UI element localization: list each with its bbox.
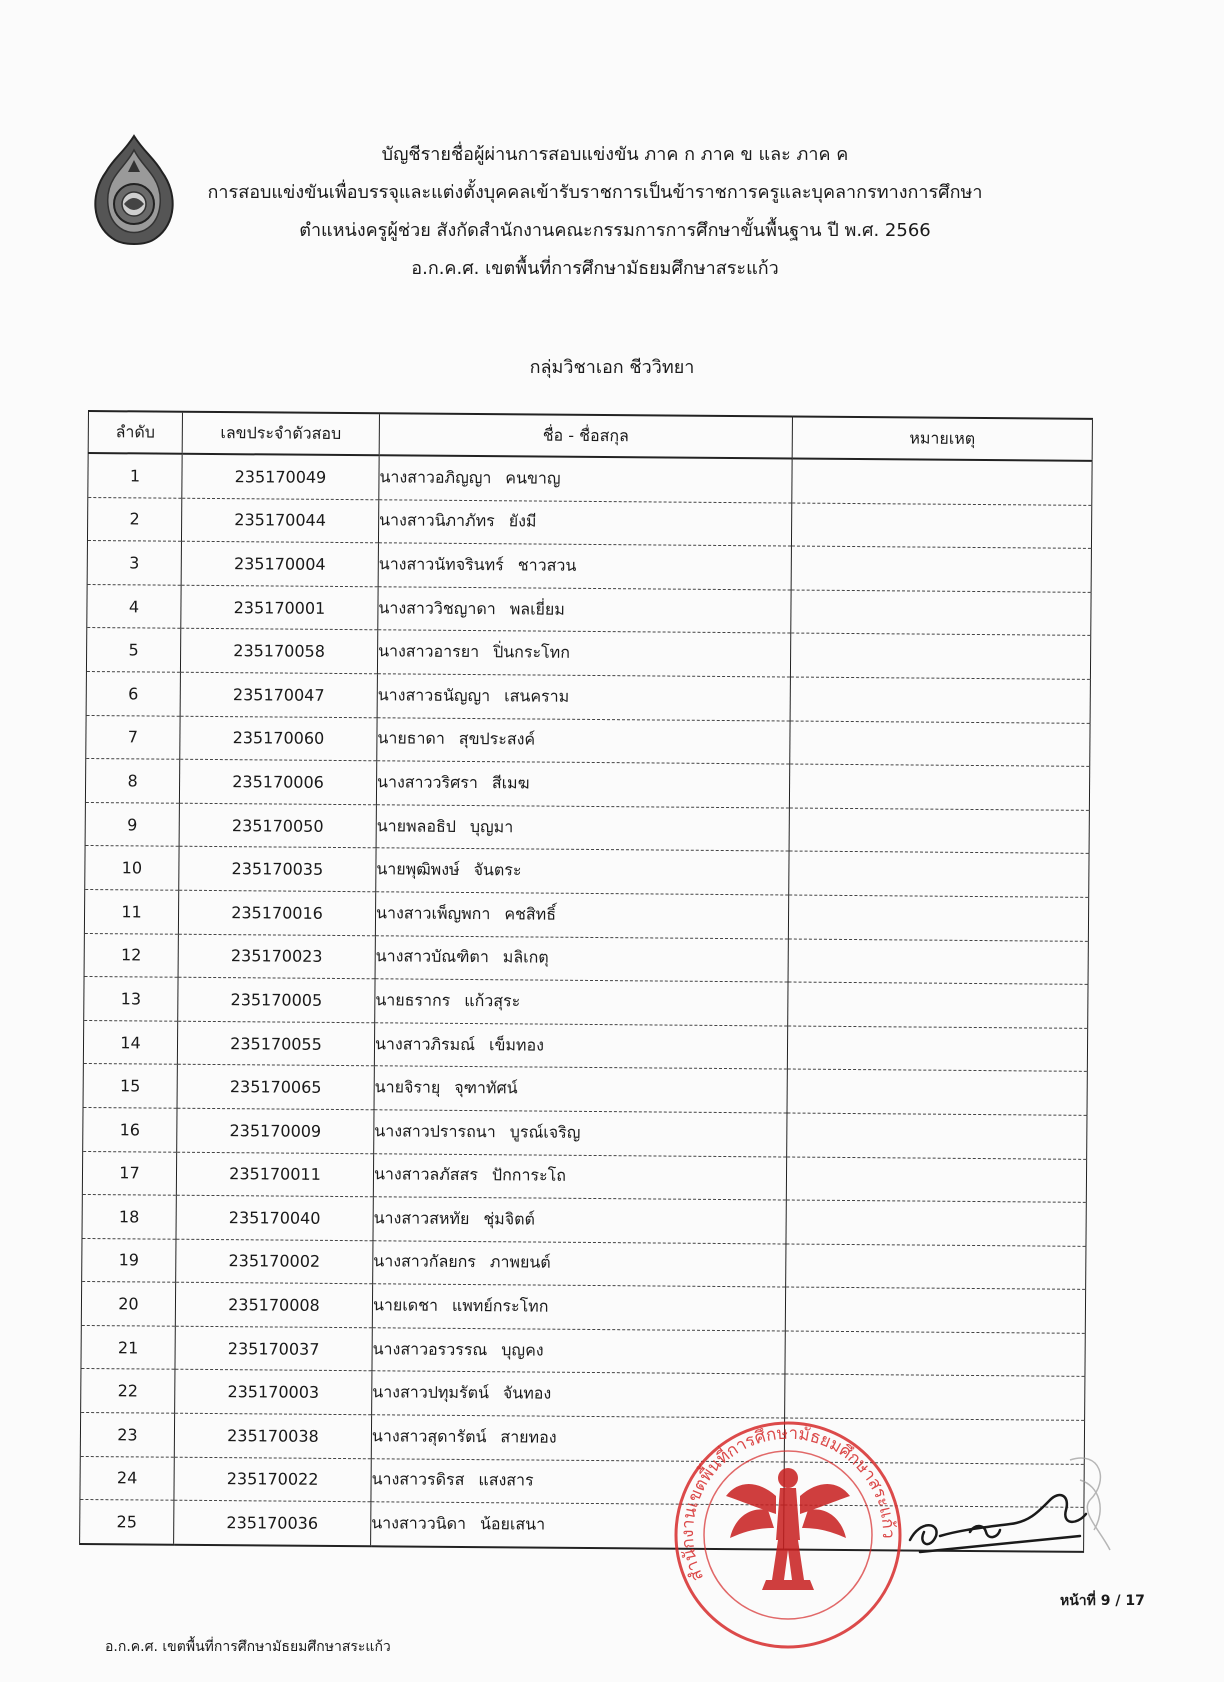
first-name: นางสาวปทุมรัตน์ <box>372 1382 490 1403</box>
exam-id: 235170037 <box>175 1326 372 1371</box>
full-name <box>378 587 791 634</box>
full-name <box>376 848 789 895</box>
surname: เสนคราม <box>504 686 570 706</box>
full-name <box>374 1066 787 1113</box>
surname: แสงสาร <box>478 1470 534 1490</box>
roster-table <box>79 410 1093 1553</box>
table-row <box>82 1238 1086 1289</box>
full-name <box>377 630 790 677</box>
first-name: นายจิรายุ <box>374 1077 441 1097</box>
remark <box>791 590 1091 636</box>
exam-id: 235170023 <box>178 934 375 979</box>
exam-id: 235170004 <box>181 541 378 586</box>
full-name <box>377 717 790 764</box>
row-number: 16 <box>83 1107 177 1151</box>
exam-id: 235170047 <box>180 672 377 717</box>
first-name: นางสาวอารยา <box>378 641 480 662</box>
surname: บุญมา <box>469 816 514 836</box>
row-number: 9 <box>85 802 179 846</box>
surname: สีเมฆ <box>491 773 530 793</box>
surname: คชสิทธิ์ <box>504 904 557 924</box>
first-name: นางสาวลภัสสร <box>373 1164 479 1185</box>
surname: สายทอง <box>500 1427 557 1447</box>
signature-icon <box>900 1440 1140 1590</box>
row-number: 25 <box>80 1500 174 1545</box>
surname: แพทย์กระโทก <box>451 1295 549 1316</box>
table-row <box>81 1282 1085 1333</box>
first-name: นางสาวปรารถนา <box>374 1120 496 1141</box>
surname: จันทอง <box>502 1383 552 1403</box>
table-row <box>84 889 1088 940</box>
first-name: นายเดชา <box>372 1295 439 1315</box>
row-number: 15 <box>83 1064 177 1108</box>
first-name: นายพุฒิพงษ์ <box>376 859 460 880</box>
surname: ปิ่นกระโทก <box>493 642 570 662</box>
exam-id: 235170060 <box>180 716 377 761</box>
surname: เข็มทอง <box>488 1034 545 1055</box>
header-line-2: การสอบแข่งขันเพื่อบรรจุและแต่งตั้งบุคคลเข้ารับราชการเป็นข้าราชการครูและบุคลากรทางการศึกษา <box>207 182 983 203</box>
full-name <box>376 761 789 808</box>
header-line-1: บัญชีรายชื่อผู้ผ่านการสอบแข่งขัน ภาค ก ภาค ข และ ภาค ค <box>381 144 849 165</box>
table-row <box>85 759 1089 810</box>
header-id: เลขประจำตัวสอบ <box>182 412 379 456</box>
exam-id: 235170008 <box>175 1282 372 1327</box>
table-row <box>82 1195 1086 1246</box>
full-name <box>377 674 790 721</box>
surname: บูรณ์เจริญ <box>509 1122 581 1142</box>
row-number: 14 <box>83 1020 177 1064</box>
table-row <box>87 584 1091 635</box>
full-name <box>372 1284 785 1331</box>
remark <box>787 1113 1087 1159</box>
full-name <box>373 1197 786 1244</box>
table-row <box>84 977 1088 1028</box>
table-row <box>87 497 1091 548</box>
table-row <box>83 1064 1087 1115</box>
table-row <box>83 1020 1087 1071</box>
first-name: นางสาวธนัญญา <box>377 685 491 705</box>
surname: น้อยเสนา <box>479 1514 546 1534</box>
first-name: นางสาวสหทัย <box>373 1208 470 1228</box>
remark <box>786 1157 1086 1203</box>
row-number: 5 <box>86 628 180 672</box>
footer-text: อ.ก.ค.ศ. เขตพื้นที่การศึกษามัธยมศึกษาสระแก้ว <box>105 1639 391 1655</box>
row-number: 22 <box>81 1369 175 1413</box>
surname: ชุ่มจิตต์ <box>483 1209 536 1229</box>
official-seal-icon <box>668 1410 908 1660</box>
row-number: 8 <box>85 759 179 803</box>
first-name: นางสาวนัทจรินทร์ <box>378 554 504 575</box>
remark <box>792 459 1092 505</box>
row-number: 12 <box>84 933 178 977</box>
roster-body <box>80 453 1093 1552</box>
surname: จันตระ <box>473 860 522 880</box>
first-name: นางสาววนิดา <box>371 1513 467 1534</box>
remark <box>789 851 1089 897</box>
full-name <box>375 892 788 939</box>
row-number: 17 <box>82 1151 176 1195</box>
row-number: 11 <box>84 889 178 933</box>
first-name: นางสาวอรวรรณ <box>372 1338 488 1359</box>
first-name: นายพลอธิป <box>376 815 457 836</box>
header-no: ลำดับ <box>88 411 182 454</box>
row-number: 19 <box>82 1238 176 1282</box>
surname: พลเยี่ยม <box>509 598 565 619</box>
full-name <box>375 979 788 1026</box>
exam-id: 235170038 <box>174 1413 371 1458</box>
table-row <box>83 1107 1087 1158</box>
remark <box>790 633 1090 679</box>
header-note: หมายเหตุ <box>792 417 1092 461</box>
remark <box>791 503 1091 549</box>
row-number: 10 <box>85 846 179 890</box>
table-row <box>86 628 1090 679</box>
first-name: นางสาวสุดารัตน์ <box>371 1426 487 1447</box>
surname: ชาวสวน <box>517 555 577 575</box>
row-number: 20 <box>81 1282 175 1326</box>
exam-id: 235170055 <box>177 1021 374 1066</box>
remark <box>786 1200 1086 1246</box>
exam-id: 235170005 <box>178 977 375 1022</box>
remark <box>788 895 1088 941</box>
exam-id: 235170016 <box>178 890 375 935</box>
full-name <box>373 1153 786 1200</box>
remark <box>786 1244 1086 1290</box>
remark <box>790 677 1090 723</box>
first-name: นางสาวรดิรส <box>371 1469 465 1490</box>
surname: ยังมี <box>508 511 537 531</box>
exam-id: 235170001 <box>181 585 378 630</box>
full-name <box>376 805 789 852</box>
table-row <box>86 671 1090 722</box>
remark <box>788 982 1088 1028</box>
exam-id: 235170022 <box>174 1457 371 1502</box>
row-number: 23 <box>80 1413 174 1457</box>
remark <box>787 1069 1087 1115</box>
table-row <box>82 1151 1086 1202</box>
remark <box>790 721 1090 767</box>
exam-id: 235170002 <box>176 1239 373 1284</box>
surname: ภาพยนต์ <box>489 1252 551 1273</box>
full-name <box>378 499 791 546</box>
remark <box>785 1331 1085 1377</box>
row-number: 18 <box>82 1195 176 1239</box>
first-name: นายธาดา <box>377 728 445 749</box>
table-row <box>81 1325 1085 1376</box>
exam-id: 235170044 <box>181 498 378 543</box>
remark <box>785 1287 1085 1333</box>
table-row <box>84 933 1088 984</box>
page-number: หน้าที่ 9 / 17 <box>1060 1593 1145 1609</box>
exam-id: 235170003 <box>175 1370 372 1415</box>
table-row <box>85 846 1089 897</box>
row-number: 4 <box>87 584 181 628</box>
remark <box>788 939 1088 985</box>
remark <box>787 1026 1087 1072</box>
full-name <box>378 543 791 590</box>
table-row <box>81 1369 1085 1420</box>
row-number: 2 <box>87 497 181 541</box>
surname: บุญคง <box>501 1339 544 1360</box>
document-header <box>200 136 990 288</box>
row-number: 21 <box>81 1325 175 1369</box>
first-name: นางสาวบัณฑิตา <box>375 946 489 967</box>
first-name: นางสาววริศรา <box>377 772 478 793</box>
first-name: นางสาวเพ็ญพกา <box>375 903 491 923</box>
exam-id: 235170065 <box>177 1065 374 1110</box>
remark <box>789 764 1089 810</box>
exam-id: 235170009 <box>177 1108 374 1153</box>
table-row <box>87 541 1091 592</box>
row-number: 7 <box>86 715 180 759</box>
full-name <box>375 935 788 982</box>
surname: แก้วสุระ <box>464 990 521 1011</box>
subject-title: กลุ่มวิชาเอก ชีววิทยา <box>529 357 695 378</box>
full-name <box>374 1022 787 1069</box>
full-name <box>374 1110 787 1157</box>
exam-id: 235170035 <box>179 847 376 892</box>
first-name: นางสาวภิรมณ์ <box>374 1033 476 1054</box>
full-name <box>373 1240 786 1287</box>
exam-id: 235170040 <box>176 1195 373 1240</box>
full-name <box>372 1328 785 1375</box>
row-number: 3 <box>87 541 181 585</box>
table-row <box>88 453 1092 505</box>
first-name: นางสาววิชญาดา <box>378 597 496 618</box>
exam-id: 235170006 <box>179 759 376 804</box>
obec-emblem-icon <box>84 132 184 252</box>
header-line-4: อ.ก.ค.ศ. เขตพื้นที่การศึกษามัธยมศึกษาสระแก้ว <box>411 258 779 279</box>
row-number: 13 <box>84 977 178 1021</box>
row-number: 24 <box>80 1456 174 1500</box>
table-row <box>85 802 1089 853</box>
seal-text: สำนักงานเขตพื้นที่การศึกษามัธยมศึกษาสระแก้ว <box>677 1423 899 1584</box>
first-name: นางสาวกัลยกร <box>373 1251 477 1272</box>
surname: จุฑาทัศน์ <box>454 1078 518 1098</box>
row-number: 1 <box>88 453 182 498</box>
table-row <box>86 715 1090 766</box>
exam-id: 235170011 <box>176 1152 373 1197</box>
header-name: ชื่อ - ชื่อสกุล <box>379 413 792 458</box>
full-name <box>379 455 792 502</box>
exam-id: 235170050 <box>179 803 376 848</box>
surname: ปักการะโถ <box>491 1165 567 1186</box>
surname: สุขประสงค์ <box>458 729 536 749</box>
first-name: นายธรากร <box>375 990 451 1010</box>
surname: คนขาญ <box>505 468 561 488</box>
exam-id: 235170058 <box>180 629 377 674</box>
exam-id: 235170049 <box>182 454 379 500</box>
first-name: นางสาวอภิญญา <box>379 467 492 487</box>
remark <box>789 808 1089 854</box>
row-number: 6 <box>86 671 180 715</box>
header-line-3: ตำแหน่งครูผู้ช่วย สังกัดสำนักงานคณะกรรมการการศึกษาขั้นพื้นฐาน ปี พ.ศ. 2566 <box>299 220 931 241</box>
remark <box>791 546 1091 592</box>
exam-id: 235170036 <box>174 1500 371 1546</box>
first-name: นางสาวนิภาภัทร <box>379 510 495 531</box>
surname: มลิเกตุ <box>502 947 549 967</box>
